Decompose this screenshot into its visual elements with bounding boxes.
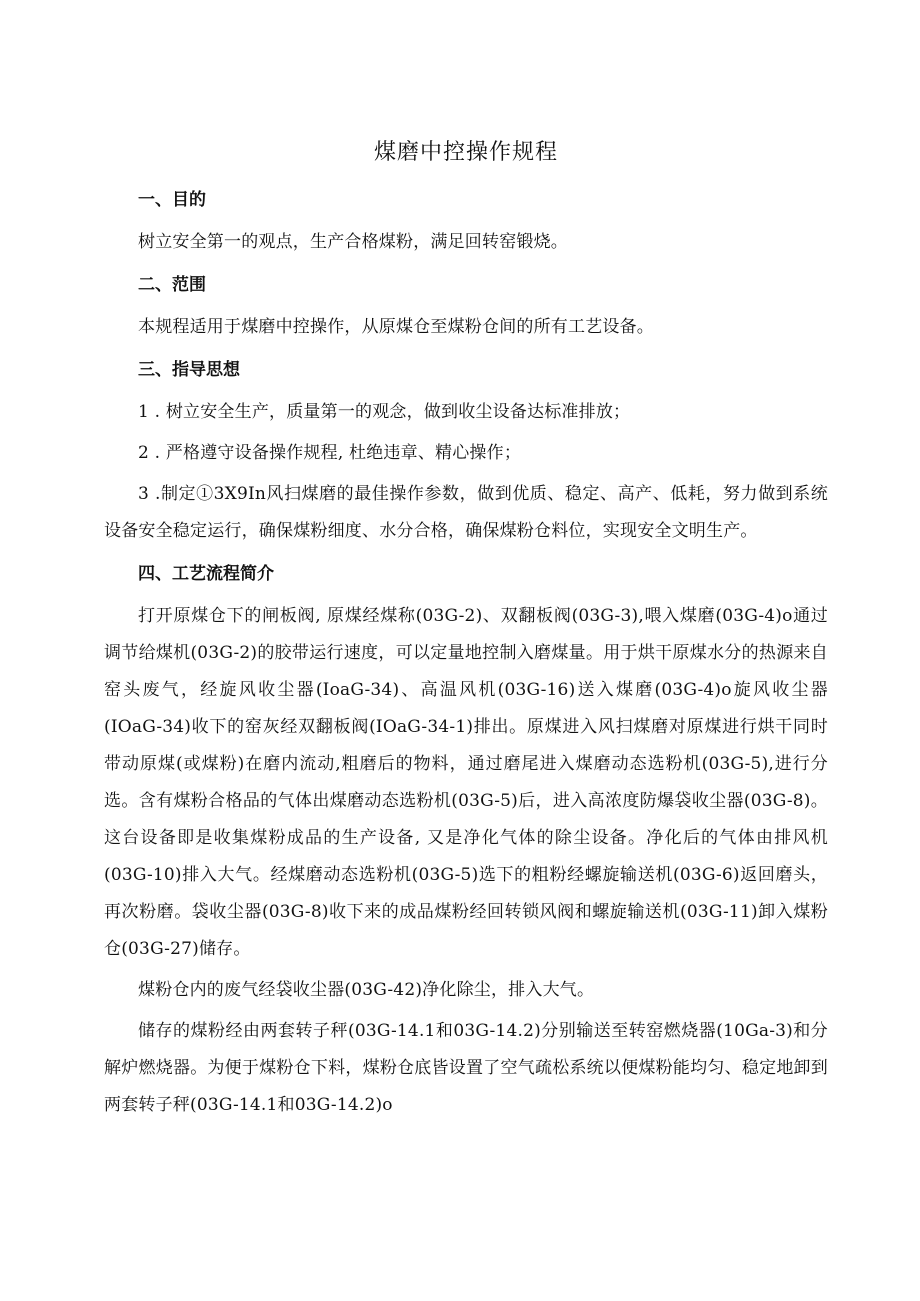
list-item: 2 . 严格遵守设备操作规程, 杜绝违章、精心操作； (138, 443, 522, 463)
section-heading: 四、工艺流程简介 (138, 564, 274, 584)
list-item: 1 . 树立安全生产，质量第一的观念，做到收尘设备达标准排放； (138, 402, 631, 422)
paragraph: 本规程适用于煤磨中控操作，从原煤仓至煤粉仓间的所有工艺设备。 (138, 317, 654, 337)
paragraph: 煤粉仓内的废气经袋收尘器(03G-42)净化除尘，排入大气。 (138, 980, 595, 1000)
section-heading: 二、范围 (138, 275, 206, 295)
paragraph: 储存的煤粉经由两套转子秤(03G-14.1和03G-14.2)分别输送至转窑燃烧器(10Ga-3)和分解炉燃烧器。为便于煤粉仓下料，煤粉仓底皆设置了空气疏松系统以便煤粉能均匀、稳定地卸到两套转子秤(03G-14.1和03G-14.2)o (104, 1021, 828, 1115)
section-scope (104, 271, 828, 346)
paragraph: 树立安全第一的观点，生产合格煤粉，满足回转窑锻烧。 (138, 232, 568, 252)
document-page (104, 138, 828, 1124)
page-title: 煤磨中控操作规程 (373, 140, 558, 165)
section-heading: 一、目的 (138, 190, 206, 210)
section-process-flow (104, 560, 828, 1124)
section-purpose (104, 186, 828, 261)
section-heading: 三、指导思想 (138, 360, 240, 380)
paragraph: 打开原煤仓下的闸板阀, 原煤经煤称(03G-2)、双翻板阀(03G-3),喂入煤磨(03G-4)o通过调节给煤机(03G-2)的胶带运行速度，可以定量地控制入磨煤量。用于烘干原煤水分的热源来自窑头废气，经旋风收尘器(IoaG-34)、高温风机(03G-16)送入煤磨(03G-4)o旋风收尘器(IOaG-34)收下的窑灰经双翻板阀(IOaG-34-1)排出。原煤进入风扫煤磨对原煤进行烘干同时带动原煤(或煤粉)在磨内流动,粗磨后的物料，通过磨尾进入煤磨动态选粉机(03G-5),进行分选。含有煤粉合格品的气体出煤磨动态选粉机(03G-5)后，进入高浓度防爆袋收尘器(03G-8)。这台设备即是收集煤粉成品的生产设备, 又是净化气体的除尘设备。净化后的气体由排风机(03G-10)排入大气。经煤磨动态选粉机(03G-5)选下的粗粉经螺旋输送机(03G-6)返回磨头，再次粉磨。袋收尘器(03G-8)收下来的成品煤粉经回转锁风阀和螺旋输送机(03G-11)卸入煤粉仓(03G-27)储存。 (104, 606, 828, 959)
list-item: 3 .制定①3X9In风扫煤磨的最佳操作参数，做到优质、稳定、高产、低耗，努力做到系统设备安全稳定运行，确保煤粉细度、水分合格，确保煤粉仓料位，实现安全文明生产。 (104, 484, 828, 541)
section-guiding-principles (104, 356, 828, 550)
